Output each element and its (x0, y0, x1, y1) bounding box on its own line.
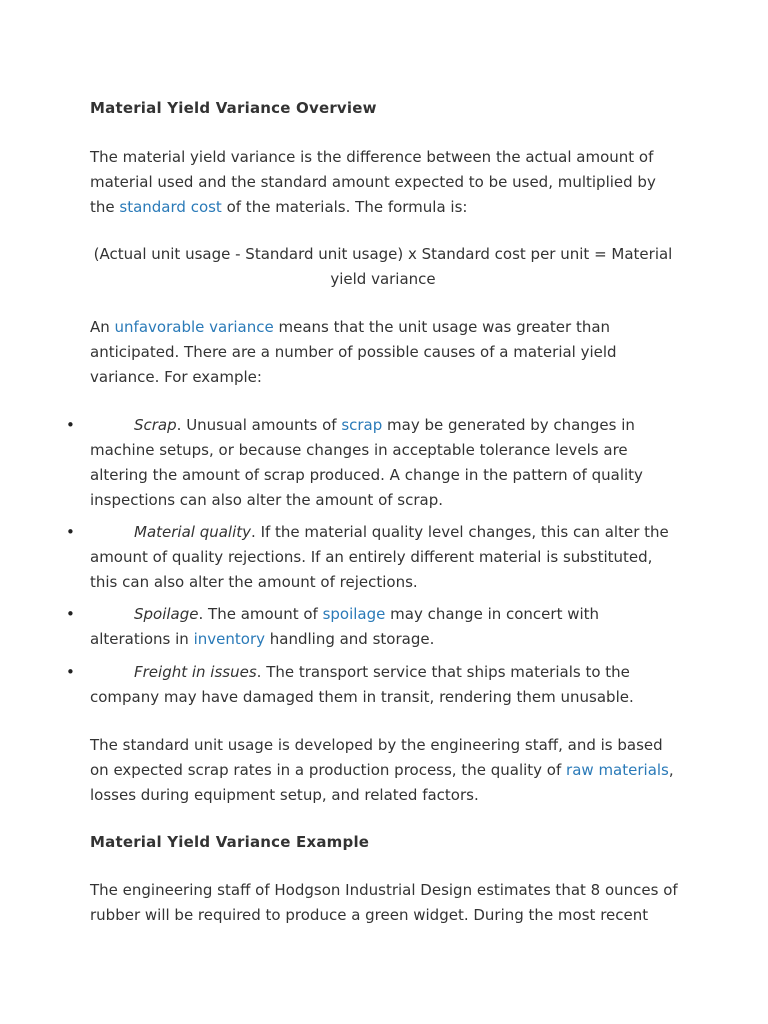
term-material-quality: Material quality (134, 523, 252, 541)
spoilage-text-3: handling and storage. (264, 630, 435, 648)
paragraph-intro (90, 145, 680, 220)
freight-text-1: . The transport service that ships materials to the company may have damaged them in transit, rendering them unusable. (90, 663, 634, 706)
list-item-scrap (66, 413, 680, 513)
link-raw-materials[interactable]: raw materials (566, 761, 669, 779)
standard-text-2: , losses during equipment setup, and related factors. (90, 761, 674, 804)
term-scrap: Scrap (134, 416, 177, 434)
term-freight-in-issues: Freight in issues (134, 663, 257, 681)
link-spoilage[interactable]: spoilage (322, 605, 386, 623)
heading-example: Material Yield Variance Example (90, 833, 370, 851)
unfav-text-1: An (90, 318, 115, 336)
heading-overview: Material Yield Variance Overview (90, 99, 377, 117)
standard-text-1: The standard unit usage is developed by the engineering staff, and is based on expected scrap rates in a production process, the quality of (90, 736, 663, 779)
paragraph-example: The engineering staff of Hodgson Industrial Design estimates that 8 ounces of rubber will be required to produce a green widget. During the most recent (90, 881, 678, 924)
bullet-icon: • (66, 523, 75, 541)
unfav-text-2: means that the unit usage was greater than anticipated. There are a number of possible causes of a material yield variance. For example: (90, 318, 617, 386)
term-spoilage: Spoilage (134, 605, 199, 623)
spoilage-text-1: . The amount of (198, 605, 323, 623)
scrap-text-1: . Unusual amounts of (176, 416, 342, 434)
link-inventory[interactable]: inventory (193, 630, 265, 648)
list-item-material-quality (66, 520, 680, 595)
scrap-text-2: may be generated by changes in machine setups, or because changes in acceptable tolerance levels are altering the amount of scrap produced. A change in the pattern of quality inspections can also alter the amount of scrap. (90, 416, 643, 509)
bullet-icon: • (66, 663, 75, 681)
intro-text-1: The material yield variance is the difference between the actual amount of material used and the standard amount expected to be used, multiplied by the (90, 148, 656, 216)
spoilage-text-2: may change in concert with alterations in (90, 605, 600, 648)
link-standard-cost[interactable]: standard cost (119, 198, 222, 216)
link-unfavorable-variance[interactable]: unfavorable variance (114, 318, 274, 336)
intro-text-2: of the materials. The formula is: (221, 198, 468, 216)
paragraph-standard-usage (90, 733, 680, 808)
list-item-spoilage (66, 602, 680, 652)
link-scrap[interactable]: scrap (341, 416, 383, 434)
list-item-freight (66, 660, 680, 710)
formula-text: (Actual unit usage - Standard unit usage) x Standard cost per unit = Material yield variance (93, 245, 673, 288)
quality-text-1: . If the material quality level changes, this can alter the amount of quality rejections. If an entirely different material is substituted, this can also alter the amount of rejections. (90, 523, 669, 591)
bullet-icon: • (66, 605, 75, 623)
bullet-icon: • (66, 416, 75, 434)
paragraph-unfavorable (90, 315, 680, 390)
